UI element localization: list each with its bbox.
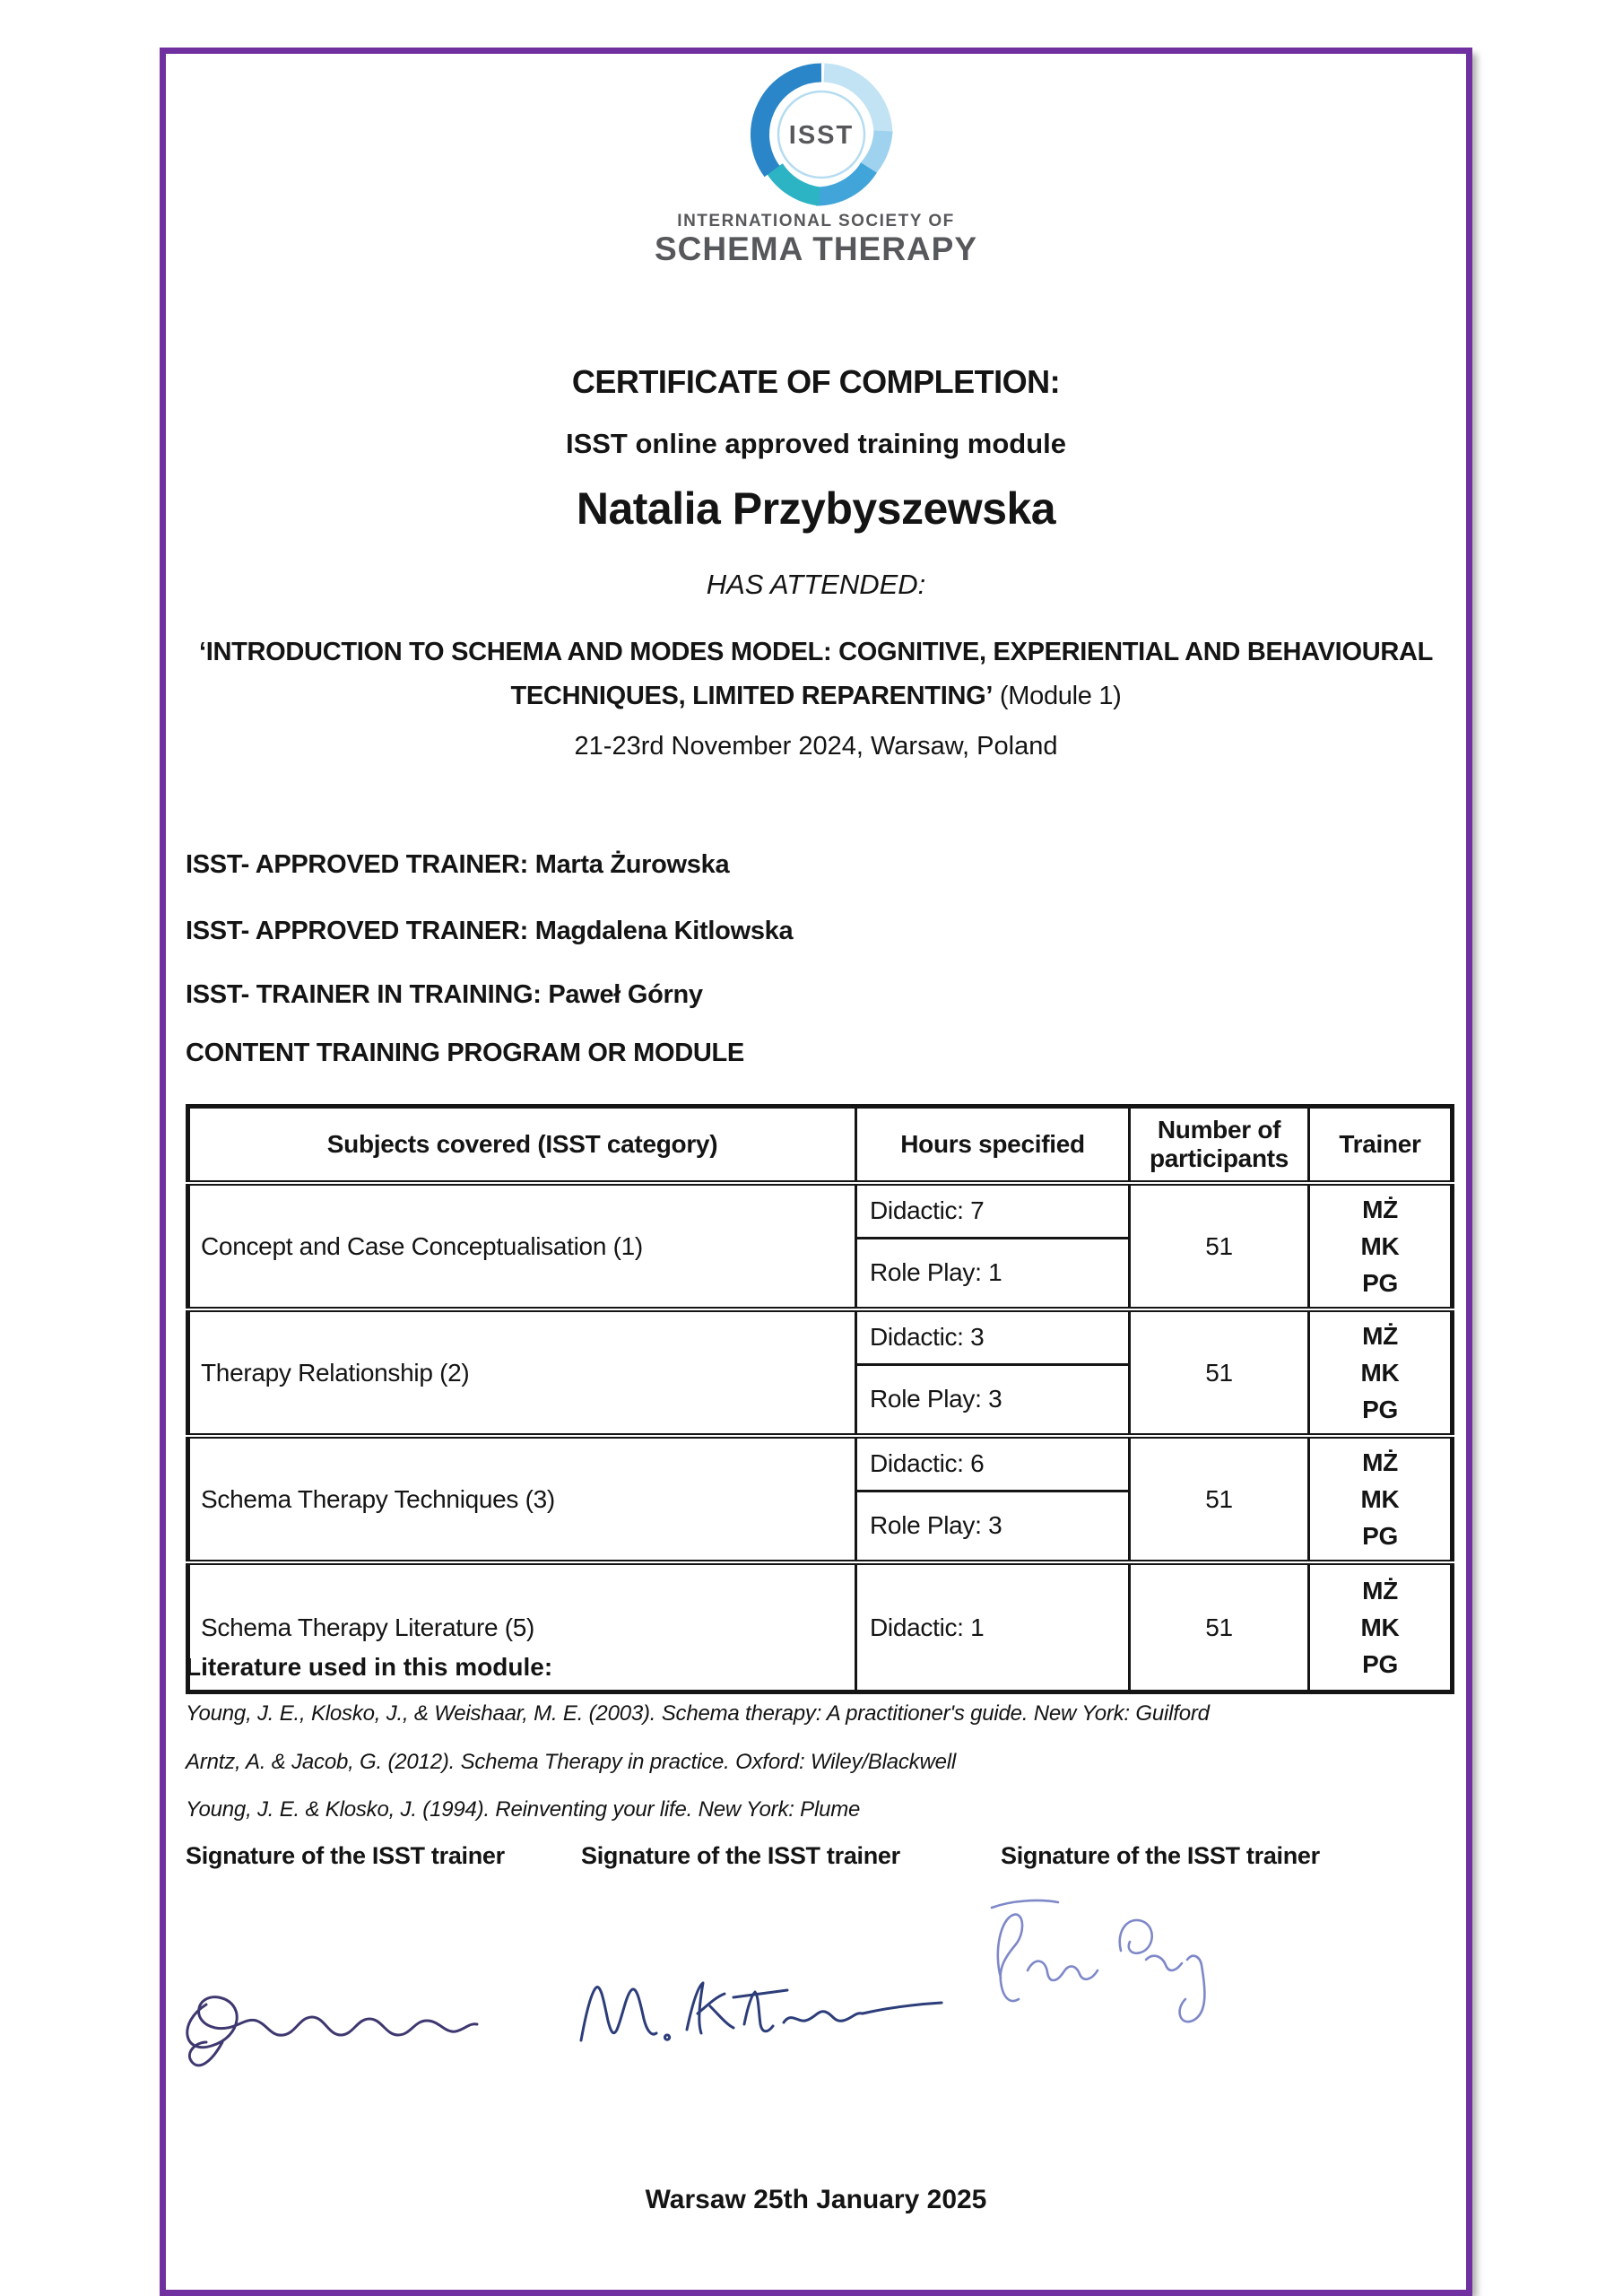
trainer-initials: MŻ: [1362, 1196, 1398, 1223]
col-header-hours: Hours specified: [856, 1107, 1130, 1184]
participants-cell: 51: [1130, 1436, 1309, 1562]
trainer-in-training: ISST- TRAINER IN TRAINING: Paweł Górny: [186, 980, 703, 1009]
trainer-initials: PG: [1362, 1269, 1398, 1297]
trainer-initials: PG: [1362, 1396, 1398, 1423]
trainer-initials: MK: [1360, 1359, 1400, 1387]
trainer-initials: MK: [1360, 1485, 1400, 1513]
didactic-cell: Didactic: 7: [856, 1183, 1130, 1238]
course-title: [160, 631, 1472, 718]
trainer-initials: MŻ: [1362, 1448, 1398, 1476]
trainer-initials: PG: [1362, 1650, 1398, 1678]
roleplay-cell: Role Play: 3: [856, 1491, 1130, 1562]
signature-kitlowska: [581, 1983, 942, 2040]
signature-label-2: Signature of the ISST trainer: [581, 1842, 900, 1869]
course-title-line1: ‘INTRODUCTION TO SCHEMA AND MODES MODEL: COGNITIVE, EXPERIENTIAL AND BEHAVIOURAL: [198, 638, 1434, 666]
certificate-title: CERTIFICATE OF COMPLETION:: [571, 363, 1061, 400]
participants-cell: 51: [1130, 1309, 1309, 1436]
approved-trainer-1: ISST- APPROVED TRAINER: Marta Żurowska: [186, 850, 730, 879]
trainer-initials: MK: [1360, 1613, 1400, 1641]
subject-cell: Schema Therapy Techniques (3): [188, 1436, 856, 1562]
literature-reference: Young, J. E. & Klosko, J. (1994). Reinventing your life. New York: Plume: [186, 1797, 861, 1822]
roleplay-cell: Role Play: 1: [856, 1238, 1130, 1309]
subject-cell: Therapy Relationship (2): [188, 1309, 856, 1436]
subject-cell: Schema Therapy Literature (5): [188, 1562, 856, 1692]
trainer-initials-cell: [1309, 1309, 1453, 1436]
didactic-cell: Didactic: 6: [856, 1436, 1130, 1491]
subject-cell: Concept and Case Conceptualisation (1): [188, 1183, 856, 1309]
signature-gorny: [992, 1900, 1204, 2022]
literature-reference: Arntz, A. & Jacob, G. (2012). Schema Therapy in practice. Oxford: Wiley/Blackwell: [186, 1750, 957, 1774]
has-attended-label: HAS ATTENDED:: [706, 569, 926, 600]
logo-society-line: INTERNATIONAL SOCIETY OF: [677, 212, 955, 230]
table-header-row: [188, 1107, 1453, 1184]
literature-heading: Literature used in this module:: [186, 1653, 553, 1681]
participants-cell: 51: [1130, 1562, 1309, 1692]
signatures-area: [160, 1870, 1472, 2139]
content-program-heading: CONTENT TRAINING PROGRAM OR MODULE: [186, 1039, 744, 1067]
certificate-subtitle: ISST online approved training module: [565, 428, 1067, 459]
trainer-initials: MŻ: [1362, 1577, 1398, 1605]
recipient-name: Natalia Przybyszewska: [576, 483, 1056, 534]
col-header-participants: Number of participants: [1130, 1107, 1309, 1184]
program-table: [186, 1104, 1454, 1694]
course-module-number: (Module 1): [993, 682, 1122, 710]
course-title-line2: TECHNIQUES, LIMITED REPARENTING’: [510, 682, 994, 710]
trainer-initials: MK: [1360, 1232, 1400, 1260]
table-row: [188, 1436, 1453, 1491]
isst-logo-icon: [732, 45, 911, 224]
trainer-initials-cell: [1309, 1562, 1453, 1692]
signature-label-1: Signature of the ISST trainer: [186, 1842, 505, 1869]
event-date: 21-23rd November 2024, Warsaw, Poland: [574, 732, 1058, 761]
isst-logo-text: ISST: [788, 121, 855, 150]
col-header-subjects: Subjects covered (ISST category): [188, 1107, 856, 1184]
trainer-initials: PG: [1362, 1522, 1398, 1550]
participants-cell: 51: [1130, 1183, 1309, 1309]
signature-zurowska: [187, 1997, 477, 2066]
signature-label-3: Signature of the ISST trainer: [1001, 1842, 1320, 1869]
approved-trainer-2: ISST- APPROVED TRAINER: Magdalena Kitlowska: [186, 917, 794, 945]
table-row: [188, 1183, 1453, 1238]
didactic-cell: Didactic: 3: [856, 1309, 1130, 1364]
issue-date: Warsaw 25th January 2025: [645, 2185, 987, 2214]
roleplay-cell: Role Play: 3: [856, 1364, 1130, 1436]
literature-reference: Young, J. E., Klosko, J., & Weishaar, M. E. (2003). Schema therapy: A practitioner's guide. New York: Guilford: [186, 1701, 1210, 1726]
logo-name-line: SCHEMA THERAPY: [654, 230, 978, 267]
table-row: [188, 1309, 1453, 1364]
trainer-initials: MŻ: [1362, 1322, 1398, 1350]
didactic-cell: Didactic: 1: [856, 1562, 1130, 1692]
col-header-trainer: Trainer: [1309, 1107, 1453, 1184]
trainer-initials-cell: [1309, 1183, 1453, 1309]
trainer-initials-cell: [1309, 1436, 1453, 1562]
